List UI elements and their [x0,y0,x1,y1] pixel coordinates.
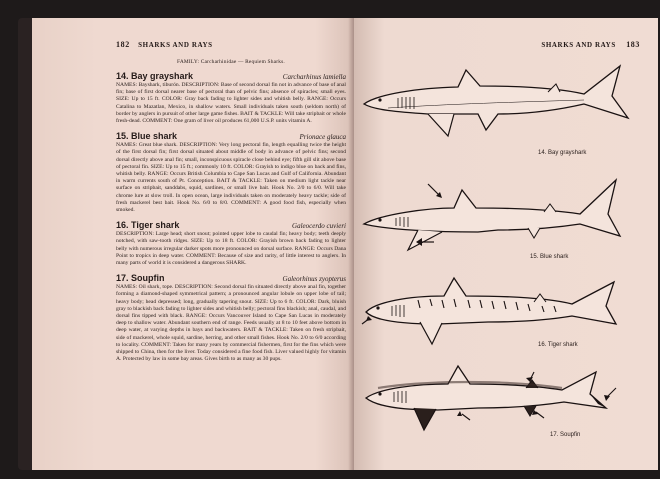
family-line: FAMILY: Carcharhinidae — Requiem Sharks. [177,59,285,65]
caption-tiger-shark: 16. Tiger shark [538,342,578,348]
entry-title: 15. Blue shark [116,131,178,142]
entry-scientific-name: Prionace glauca [299,133,346,142]
left-page-number: 182 [116,40,130,49]
entry-body: DESCRIPTION: Large head; short snout; pointed upper lobe to caudal fin; heavy body; teeth deeply notched, with saw-tooth ridges. SIZE: Up to 18 ft. COLOR: Grayish brown back fading to lighter belly with numerous irregular darker spots more pronounced on dorsal surface. RANGE: Occurs Dana Point to tropics in deep water. COMMENT: Because of size and rarity, of little interest to anglers. In many parts of world it is considered a dangerous SHARK. [116,231,346,267]
right-running-head [368,40,648,49]
right-page [354,18,658,470]
entry-tiger-shark [116,220,346,267]
entry-bay-grayshark [116,71,346,125]
bay-grayshark-illustration [358,60,648,140]
left-page [32,18,354,470]
entry-blue-shark [116,131,346,214]
entry-body: NAMES: Bayshark, tiburón. DESCRIPTION: Base of second dorsal fin not in advance of base of anal fin; base of first dorsal nearer base of pectoral than of pelvic fins; absence of spiracles; small eyes. SIZE: Up to 15 ft. COLOR: Gray back fading to lighter sides and whitish belly. RANGE: Occurs Catalina to Mazatlan, Mexico, in shallow waters. Small individuals taken south (seldom north) of border by anglers in pursuit of other large game fishes. BAIT & TACKLE: Will take stripbait or whole fresh-dead. COMMENT: One gram of liver oil produces 61,000 U.S.P. units vitamin A. [116,82,346,125]
entry-scientific-name: Galeocerdo cuvieri [292,222,346,231]
caption-bay-grayshark: 14. Bay grayshark [538,150,587,156]
blue-shark-illustration [358,168,648,254]
entry-body: NAMES: Oil shark, tope. DESCRIPTION: Second dorsal fin situated directly above anal fin, together forming a diamond-shaped symmetrical pattern; a pronounced angular lobule on upper lobe of tail; heavy body; head depressed; long, gradually tapering snout. SIZE: Up to 6 ft. COLOR: Dark, bluish gray to blackish back fading to lighter sides and whitish belly; pectoral fins blackish; anal, caudal, and dorsal fins tipped with black. RANGE: Occurs Vancouver Island to Cape San Lucas in moderately deep to shallow water. Abundant southern end of range. Feeds usually at 8 to 10 feet above bottom in deep water, at varying depths in bays and backwaters. BAIT & TACKLE: Taken on fresh stripbait, side of mackerel, whole squid, sardine, herring, and other small fishes. Hook No. 2/0 to 6/0 according to locality. COMMENT: Taken for many years by commercial fishermen, first for the fins which were shipped to China, then for the liver. Today considered a fine food fish. Liver valued highly for vitamin A. Protected by law in some bay areas. Gives birth to as many as 30 pups. [116,284,346,363]
open-book [18,18,640,470]
right-running-title: SHARKS AND RAYS [541,41,616,49]
caption-blue-shark: 15. Blue shark [530,254,569,260]
entry-scientific-name: Galeorhinus zyopterus [282,275,346,284]
entry-soupfin [116,273,346,363]
soupfin-illustration [358,358,648,436]
entry-title: 16. Tiger shark [116,220,180,231]
tiger-shark-illustration [358,266,648,348]
entry-title: 17. Soupfin [116,273,165,284]
left-running-head [116,40,346,49]
entry-body: NAMES: Great blue shark. DESCRIPTION: Very long pectoral fin, length equalling twice the height of the first dorsal fin; first dorsal situated about middle of body in advance of pelvic fins; second dorsal directly above anal fin; small, inconspicuous spiracle close behind eye; fifth gill slit above base of pectoral fin. SIZE: Up to 15 ft.; commonly 10 ft. COLOR: Grayish to indigo blue on back and fins, whitish belly. RANGE: Occurs British Columbia to Cape San Lucas and Gulf of California. Abundant in warm currents south of Pt. Conception. BAIT & TACKLE: Taken on medium light tackle near surface on stripbait, sanddabs, squid, sardines, or small live bait. Hook No. 2/0 to 6/0. Will take chrome lure at slow troll. In open ocean, large individuals taken on moderately heavy tackle; side of fresh mackerel best bait. Hook No. 6/0 to 8/0. COMMENT: A good food fish, especially when smoked. [116,142,346,214]
caption-soupfin: 17. Soupfin [550,432,581,438]
right-page-number: 183 [626,40,640,49]
entry-scientific-name: Carcharhinus lamiella [282,73,346,81]
left-running-title: SHARKS AND RAYS [138,41,213,49]
entry-title: 14. Bay grayshark [116,71,194,81]
